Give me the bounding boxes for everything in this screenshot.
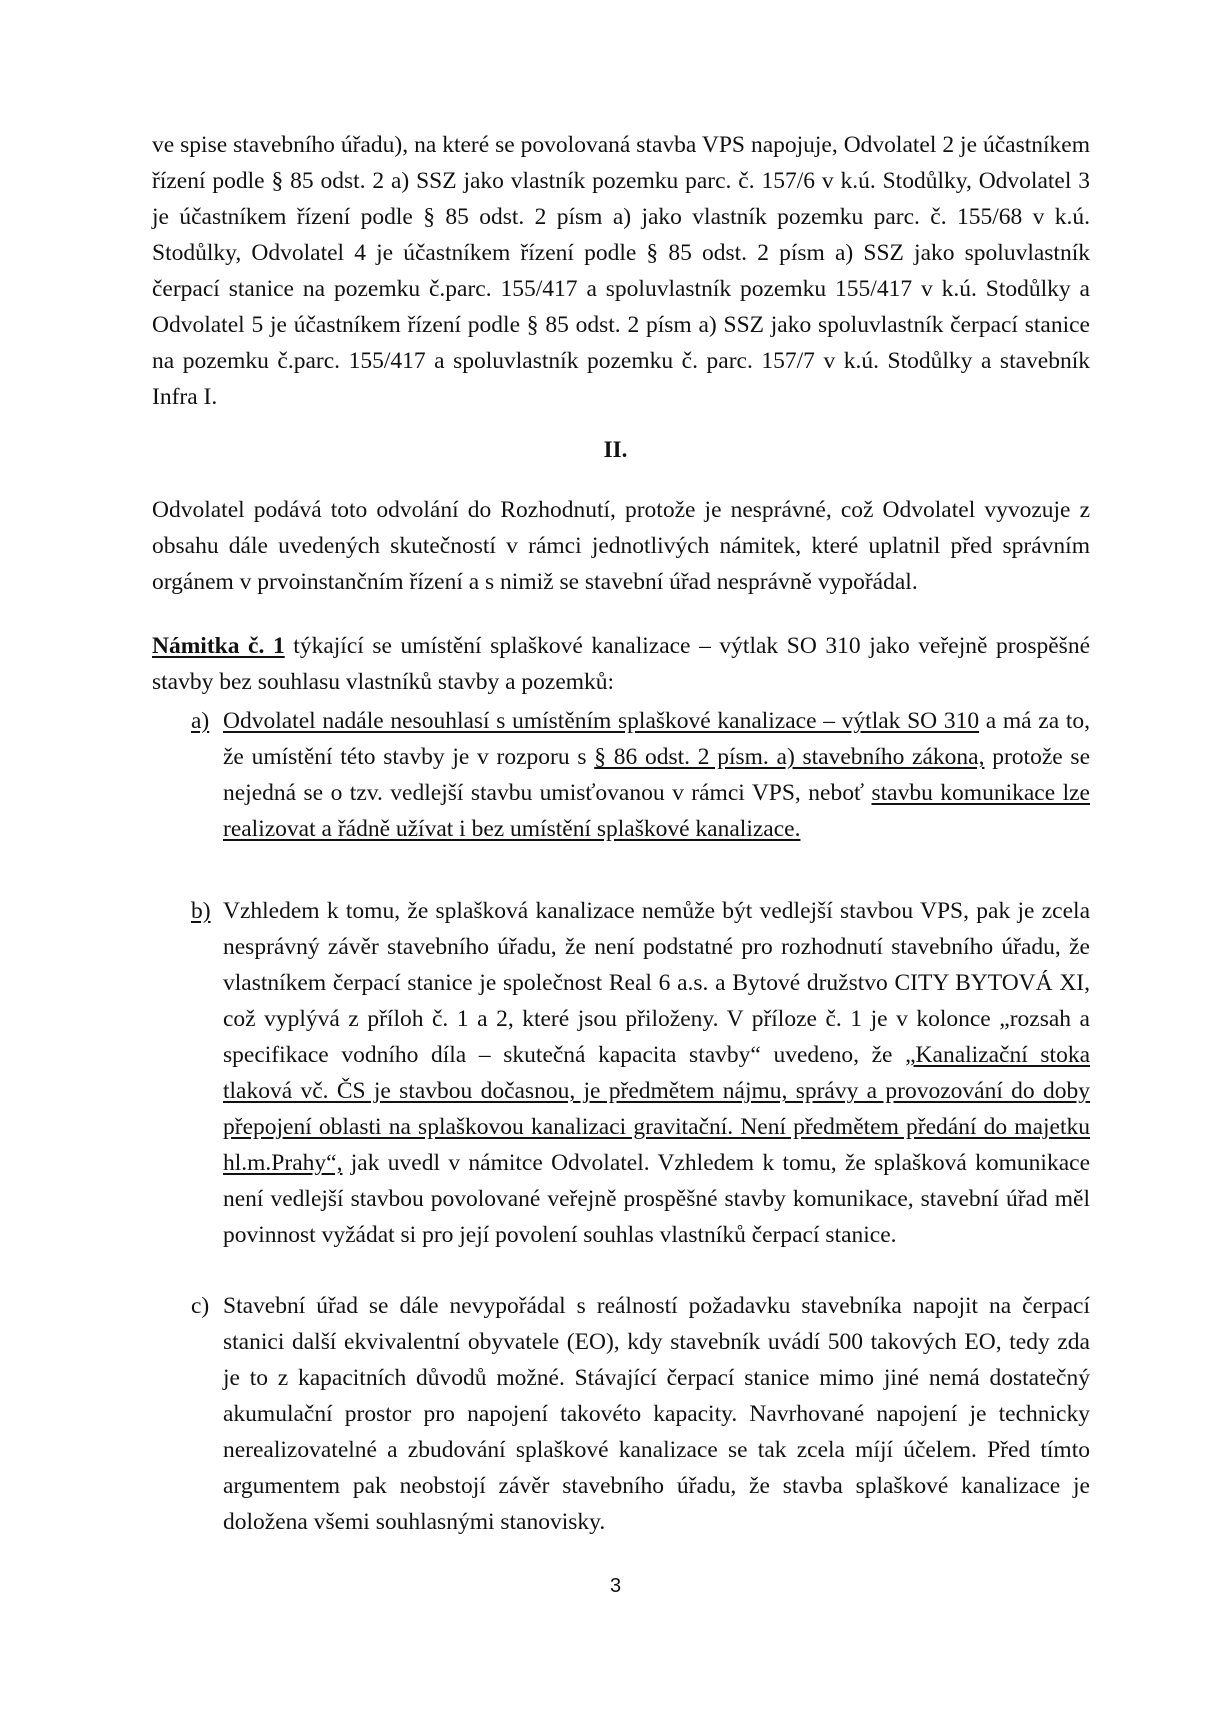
item-b-text-1: Vzhledem k tomu, že splašková kanalizace nemůže být vedlejší stavbou VPS, pak je zcela nesprávný závěr stavebního úřadu, že není podstatné pro rozhodnutí stavebního úřadu, že vlastníkem čerpací stanice je společnost Real 6 a.s. a Bytové družstvo CITY BYTOVÁ XI, což vyplývá z příloh č. 1 a 2, které jsou přiloženy. V příloze č. 1 je v kolonce „rozsah a specifikace vodního díla – skutečná kapacita stavby“ uvedeno, že [223, 898, 1090, 1068]
list-marker-a: a) [191, 708, 210, 734]
paragraph-intro: ve spise stavebního úřadu), na které se povolovaná stavba VPS napojuje, Odvolatel 2 je účastníkem řízení podle § 85 odst. 2 a) SSZ jako vlastník pozemku parc. č. 157/6 v k.ú. Stodůlky, Odvolatel 3 je účastníkem řízení podle § 85 odst. 2 písm a) jako vlastník pozemku parc. č. 155/68 v k.ú. Stodůlky, Odvolatel 4 je účastníkem řízení podle § 85 odst. 2 písm a) SSZ jako spoluvlastník čerpací stanice na pozemku č.parc. 155/417 a spoluvlastník pozemku 155/417 v k.ú. Stodůlky a Odvolatel 5 je účastníkem řízení podle § 85 odst. 2 písm a) SSZ jako spoluvlastník čerpací stanice na pozemku č.parc. 155/417 a spoluvlastník pozemku č. parc. 157/7 v k.ú. Stodůlky a stavebník Infra I. [152, 132, 1090, 410]
item-a-text-2: protože se nejedná se o tzv. vedlejší stavbu umisťovanou v rámci VPS, neboť [223, 744, 1090, 806]
item-b-text-2: jak uvedl v námitce Odvolatel. Vzhledem k tomu, že splašková komunikace není vedlejší stavbou povolované veřejně prospěšné stavby komunikace, stavební úřad měl povinnost vyžádat si pro její povolení souhlas vlastníků čerpací stanice. [223, 1150, 1090, 1248]
list-item-b [191, 893, 1090, 1253]
item-b-underlined: „Kanalizační stoka tlaková vč. ČS je stavbou dočasnou, je předmětem nájmu, správy a provozování do doby přepojení oblasti na splaškovou kanalizaci gravitační. Není předmětem předání do majetku hl.m.Prahy“, [223, 1042, 1090, 1176]
objection-text: týkající se umístění splaškové kanalizace – výtlak SO 310 jako veřejně prospěšné stavby bez souhlasu vlastníků stavby a pozemků: [152, 633, 1090, 695]
list-marker-b: b) [191, 898, 211, 924]
section-heading: II. [603, 437, 628, 462]
list-item-c [191, 1288, 1090, 1540]
list-item-b-body [191, 893, 1090, 1253]
item-a-underlined-1: Odvolatel nadále nesouhlasí s umístěním splaškové kanalizace – výtlak SO 310 [223, 708, 980, 734]
item-a-underlined-2: § 86 odst. 2 písm. a) stavebního zákona, [594, 744, 985, 770]
list-item-a [191, 703, 1090, 847]
page-number: 3 [609, 1575, 622, 1597]
item-a-text-1: a má za to, že umístění této stavby je v rozporu s [223, 708, 1090, 770]
list-item-a-body [191, 703, 1090, 847]
list-marker-c: c) [191, 1293, 210, 1319]
list-item-c-body: Stavební úřad se dále nevypořádal s reálností požadavku stavebníka napojit na čerpací stanici další ekvivalentní obyvatele (EO), kdy stavebník uvádí 500 takových EO, tedy zda je to z kapacitních důvodů možné. Stávající čerpací stanice mimo jiné nemá dostatečný akumulační prostor pro napojení takovéto kapacity. Navrhované napojení je technicky nerealizovatelné a zbudování splaškové kanalizace se tak zcela míjí účelem. Před tímto argumentem pak neobstojí závěr stavebního úřadu, že stavba splaškové kanalizace je doložena všemi souhlasnými stanovisky. [223, 1293, 1090, 1535]
paragraph-appeal: Odvolatel podává toto odvolání do Rozhodnutí, protože je nesprávné, což Odvolatel vyvozuje z obsahu dále uvedených skutečností v rámci jednotlivých námitek, které uplatnil před správním orgánem v prvoinstančním řízení a s nimiž se stavební úřad nesprávně vypořádal. [152, 497, 1090, 595]
item-a-underlined-3: stavbu komunikace lze realizovat a řádně užívat i bez umístění splaškové kanalizace. [223, 780, 1090, 842]
objection-label: Námitka č. 1 [152, 633, 285, 659]
objection-paragraph [152, 628, 1090, 700]
